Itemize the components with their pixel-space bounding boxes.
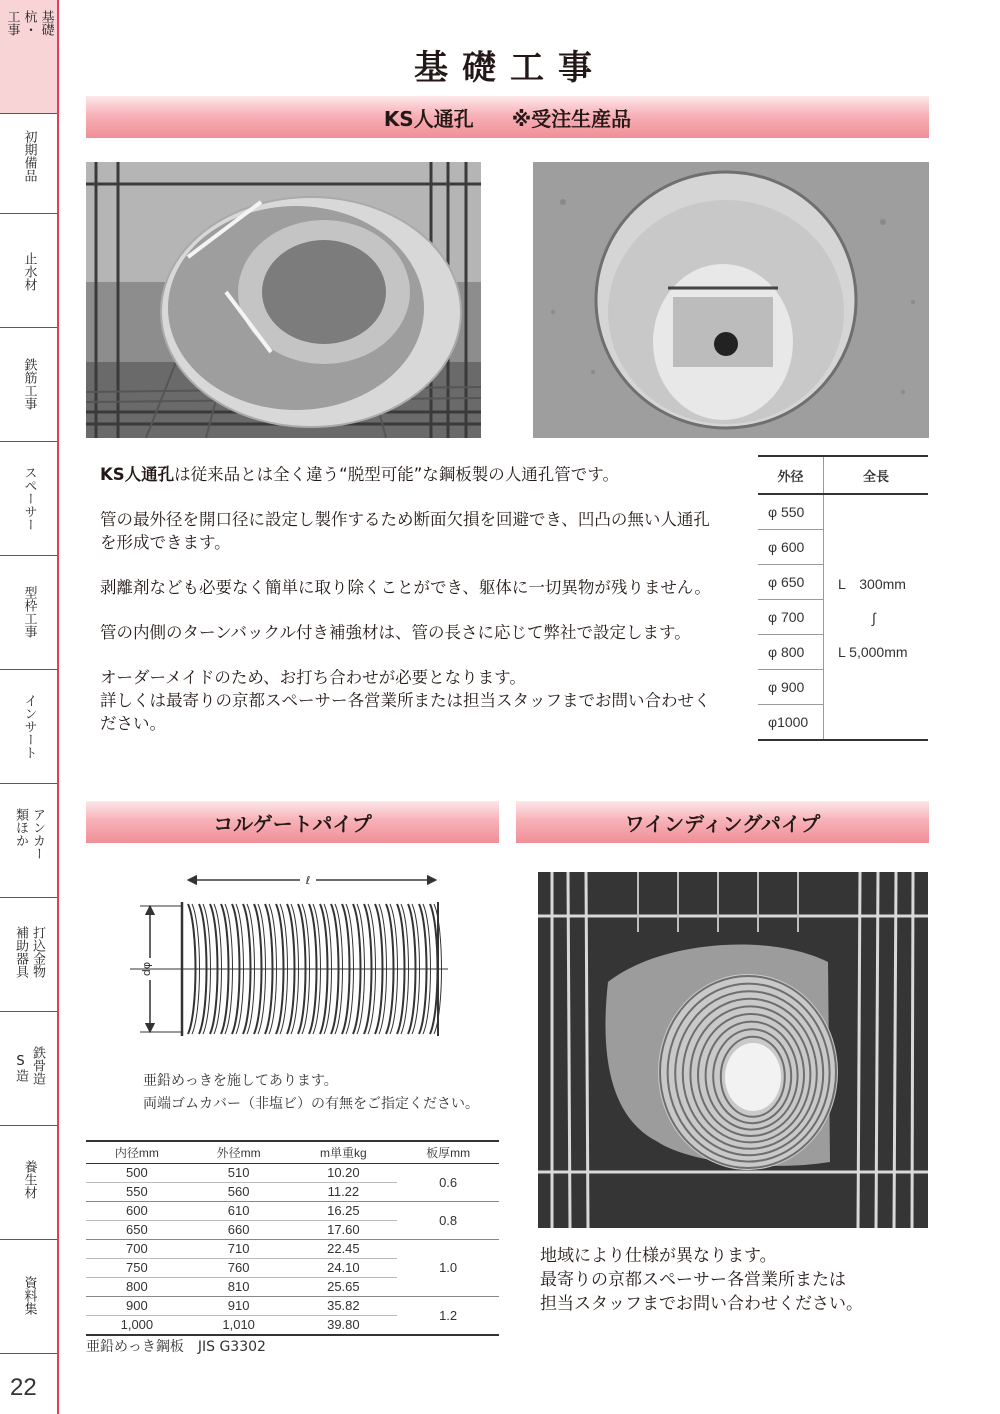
- unit-weight-cell: 39.80: [290, 1316, 398, 1336]
- diameter-cell: φ1000: [758, 705, 824, 741]
- tab-cast-in-hardware[interactable]: [0, 898, 57, 1012]
- column-header: 外径: [758, 456, 824, 494]
- note-line: 地域により仕様が異なります。: [540, 1246, 777, 1266]
- tab-steel-frame[interactable]: [0, 1012, 57, 1126]
- thickness-cell: 0.6: [397, 1164, 499, 1202]
- tab-rebar[interactable]: [0, 328, 57, 442]
- tab-label: スペーサー: [21, 466, 37, 531]
- unit-weight-cell: 11.22: [290, 1183, 398, 1202]
- page-title: 基礎工事: [414, 48, 606, 88]
- tab-label: 初期備品: [21, 130, 37, 182]
- side-index: [0, 0, 59, 1414]
- ks-product-name: KS人通孔: [100, 465, 175, 484]
- length-max: L 5,000mm: [838, 643, 908, 660]
- inner-dia-cell: 700: [86, 1240, 188, 1259]
- diameter-cell: φ 550: [758, 494, 824, 530]
- page-number: 22: [10, 1374, 37, 1401]
- tab-reference[interactable]: [0, 1240, 57, 1354]
- inner-dia-cell: 650: [86, 1221, 188, 1240]
- winding-band-title: ワインディングパイプ: [624, 811, 821, 836]
- column-header: m単重kg: [290, 1141, 398, 1164]
- tab-label: 補助器具: [13, 926, 28, 978]
- tab-label: 基礎: [38, 10, 54, 36]
- ks-paragraph: [100, 666, 725, 735]
- note-line: 両端ゴムカバー（非塩ビ）の有無をご指定ください。: [143, 1096, 479, 1112]
- unit-weight-cell: 22.45: [290, 1240, 398, 1259]
- column-header: 外径mm: [188, 1141, 290, 1164]
- ks-paragraph: 管の最外径を開口径に設定し製作するため断面欠損を回避でき、凹凸の無い人通孔を形成できます。: [100, 510, 710, 552]
- winding-section-band: [516, 801, 929, 843]
- length-separator: ∫: [872, 609, 876, 626]
- inner-dia-cell: 900: [86, 1297, 188, 1316]
- winding-notes: [540, 1244, 863, 1316]
- corrugate-band-title: コルゲートパイプ: [213, 811, 372, 836]
- tab-label: 型枠工事: [21, 586, 37, 638]
- ks-size-table: [758, 455, 928, 741]
- tab-label: 止水材: [21, 252, 37, 291]
- outer-dia-cell: 510: [188, 1164, 290, 1183]
- inner-dia-cell: 1,000: [86, 1316, 188, 1336]
- thickness-cell: 1.2: [397, 1297, 499, 1336]
- ks-pipe-photo-rebar: [86, 162, 481, 438]
- tab-anchor[interactable]: [0, 784, 57, 898]
- diameter-cell: φ 800: [758, 635, 824, 670]
- tab-label: アンカー: [30, 808, 45, 860]
- diameter-cell: φ 700: [758, 600, 824, 635]
- tab-curing[interactable]: [0, 1126, 57, 1240]
- ks-paragraph: [100, 463, 725, 486]
- tab-label: インサート: [21, 694, 37, 759]
- winding-pipe-photo: [538, 872, 928, 1228]
- thickness-cell: 1.0: [397, 1240, 499, 1297]
- outer-dia-cell: 910: [188, 1297, 290, 1316]
- thickness-cell: 0.8: [397, 1202, 499, 1240]
- diameter-cell: φ 900: [758, 670, 824, 705]
- tab-insert[interactable]: [0, 670, 57, 784]
- column-header: 内径mm: [86, 1141, 188, 1164]
- material-standard-note: 亜鉛めっき鋼板 JIS G3302: [86, 1339, 266, 1355]
- tab-waterstop[interactable]: [0, 214, 57, 328]
- corrugate-section-band: [86, 801, 499, 843]
- inner-dia-cell: 500: [86, 1164, 188, 1183]
- corrugate-spec-table: [86, 1140, 499, 1336]
- inner-dia-cell: 800: [86, 1278, 188, 1297]
- ks-band-title: KS人通孔: [383, 106, 474, 131]
- unit-weight-cell: 10.20: [290, 1164, 398, 1183]
- length-dim-label: ℓ: [305, 874, 311, 887]
- diameter-cell: φ 650: [758, 565, 824, 600]
- tab-label: 類ほか: [13, 808, 28, 847]
- ks-section-band: [86, 96, 929, 138]
- tab-formwork[interactable]: [0, 556, 57, 670]
- length-min: L 300mm: [838, 575, 906, 592]
- ks-paragraph: 管の内側のターンバックル付き補強材は、管の長さに応じて弊社で設定します。: [100, 623, 691, 642]
- corrugate-pipe-diagram: [130, 866, 460, 1046]
- tab-label: 工事: [4, 10, 20, 36]
- tab-label: 養生材: [21, 1160, 37, 1199]
- tab-initial-equipment[interactable]: [0, 100, 57, 214]
- ks-paragraph-text: 詳しくは最寄りの京都スペーサー各営業所または担当スタッフまでお問い合わせください。: [100, 691, 711, 733]
- unit-weight-cell: 35.82: [290, 1297, 398, 1316]
- corrugate-notes: [143, 1070, 479, 1116]
- inner-dia-cell: 550: [86, 1183, 188, 1202]
- outer-dia-cell: 710: [188, 1240, 290, 1259]
- diameter-cell: φ 600: [758, 530, 824, 565]
- unit-weight-cell: 24.10: [290, 1259, 398, 1278]
- unit-weight-cell: 17.60: [290, 1221, 398, 1240]
- outer-dia-cell: 610: [188, 1202, 290, 1221]
- outer-dia-cell: 760: [188, 1259, 290, 1278]
- ks-description: [100, 463, 725, 735]
- diameter-dim-label: dφ: [140, 961, 153, 977]
- unit-weight-cell: 16.25: [290, 1202, 398, 1221]
- tab-label: 資料集: [21, 1276, 37, 1315]
- made-to-order-note: ※受注生産品: [511, 106, 632, 131]
- unit-weight-cell: 25.65: [290, 1278, 398, 1297]
- note-line: 担当スタッフまでお問い合わせください。: [540, 1294, 863, 1314]
- tab-foundation[interactable]: [0, 0, 57, 114]
- note-line: 最寄りの京都スペーサー各営業所または: [540, 1270, 846, 1290]
- tab-label: 鉄筋工事: [21, 358, 37, 410]
- ks-paragraph-text: は従来品とは全く違う“脱型可能”な鋼板製の人通孔管です。: [174, 465, 619, 484]
- column-header: 全長: [824, 456, 929, 494]
- tab-label: 鉄骨造: [30, 1046, 45, 1085]
- outer-dia-cell: 810: [188, 1278, 290, 1297]
- ks-paragraph: 剥離剤なども必要なく簡単に取り除くことができ、躯体に一切異物が残りません。: [100, 578, 711, 597]
- inner-dia-cell: 600: [86, 1202, 188, 1221]
- ks-paragraph-text: オーダーメイドのため、お打ち合わせが必要となります。: [100, 668, 526, 687]
- note-line: 亜鉛めっきを施してあります。: [143, 1073, 338, 1089]
- tab-label: S造: [13, 1054, 28, 1082]
- tab-spacer[interactable]: [0, 442, 57, 556]
- inner-dia-cell: 750: [86, 1259, 188, 1278]
- tab-label: 打込金物: [30, 926, 45, 978]
- outer-dia-cell: 1,010: [188, 1316, 290, 1336]
- tab-label: 杭・: [21, 10, 37, 36]
- outer-dia-cell: 660: [188, 1221, 290, 1240]
- length-range-cell: [824, 494, 929, 740]
- ks-hole-photo-concrete: [533, 162, 929, 438]
- outer-dia-cell: 560: [188, 1183, 290, 1202]
- column-header: 板厚mm: [397, 1141, 499, 1164]
